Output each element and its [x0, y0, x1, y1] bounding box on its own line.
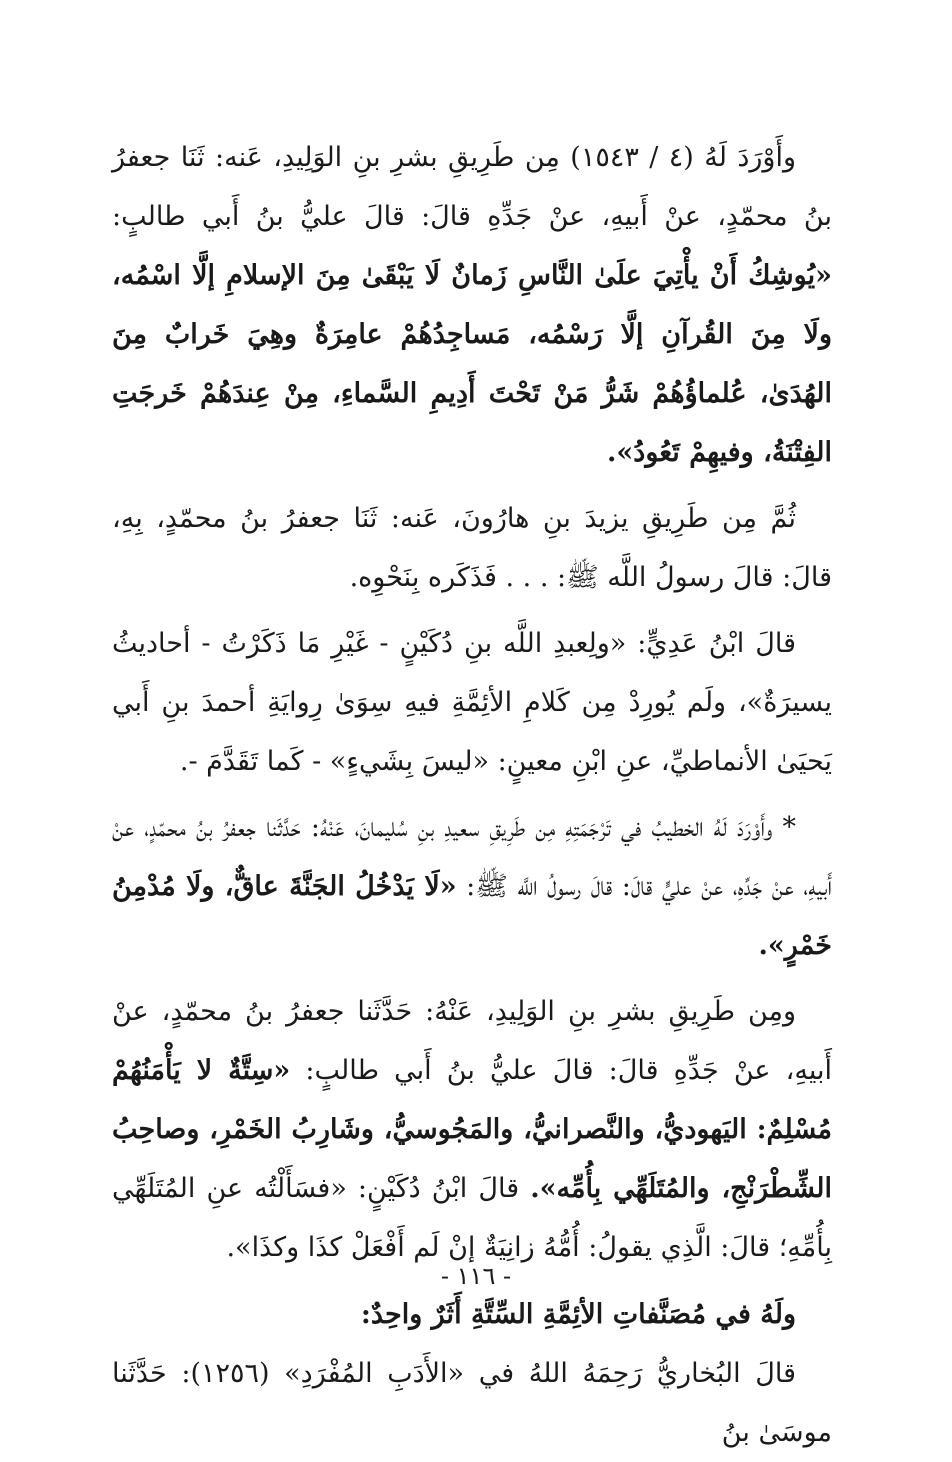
paragraph-3-text: قالَ ابْنُ عَدِيٍّ: «ولِعبدِ اللَّه بنِ دُكَيْنٍ - غَيْرِ مَا ذَكَرْتُ - أحاديثُ يسيرَةٌ»، ولَم يُورِدْ مِن كَلامِ الأئِمَّةِ فيهِ سِوَىٰ رِوايَةِ أحمدَ بنِ أَبي يَحيَىٰ الأنماطيِّ، عنِ ابْنِ معينٍ: «ليسَ بِشَيءٍ» - كَما تَقَدَّمَ -. — [112, 628, 832, 777]
paragraph-4-text: * وأَوْرَدَ لَهُ الخطيبُ في تَرْجَمَتِهِ مِن طَرِيقِ سعيدِ بنِ سُليمانَ، عَنْهُ: حَدَّثَنا جعفرُ بنُ محمّدٍ، عنْ أَبيهِ، عنْ جَدِّهِ، عنْ عليٍّ قالَ: قالَ رسولُ اللَّه ﷺ: — [112, 812, 833, 902]
paragraph-5-hadith: «سِتَّةٌ لا يَأْمَنُهُمْ مُسْلِمٌ: اليَهوديُّ، والنَّصرانيُّ، والمَجُوسيُّ، وشَارِبُ الخَمْرِ، وصاحِبُ الشِّطْرَنْجِ، والمُتَلَهِّي بِأُمِّه». — [112, 1055, 832, 1204]
paragraph-last: قالَ البُخاريُّ رَحِمَهُ اللهُ في «الأَدَبِ المُفْرَدِ» (١٢٥٦): حَدَّثَنا موسَىٰ بنُ — [112, 1358, 832, 1448]
paragraph-5 — [112, 982, 832, 1277]
paragraph-1-hadith: «يُوشِكُ أَنْ يأْتِيَ علَىٰ النَّاسِ زَمانٌ لَا يَبْقَىٰ مِنَ الإسلامِ إلَّا اسْمُه، ولَا مِنَ القُرآنِ إلَّا رَسْمُه، مَساجِدُهُمْ عامِرَةٌ وهِيَ خَرابٌ مِنَ الهُدَىٰ، عُلماؤُهُمْ شَرُّ مَنْ تَحْتَ أَدِيمِ السَّماءِ، مِنْ عِندَهُمْ خَرجَتِ الفِتْنَةُ، وفيهِمْ تَعُودُ». — [112, 260, 832, 468]
paragraph-1-text: وأَوْرَدَ لَهُ (٤ / ١٥٤٣) مِن طَرِيقِ بشرِ بنِ الوَلِيدِ، عَنه: ثَنَا جعفرُ بنُ محمّدٍ، عنْ أَبيهِ، عنْ جَدِّهِ قالَ: قالَ عليُّ بنُ أَبي طالبٍ: — [112, 142, 832, 232]
paragraph-3 — [112, 614, 832, 791]
paragraph-5-text: ومِن طَرِيقِ بشرِ بنِ الوَلِيدِ، عَنْهُ: حَدَّثَنا جعفرُ بنُ محمّدٍ، عنْ أَبيهِ، عنْ جَدِّهِ قالَ: قالَ عليُّ بنُ أَبي طالبٍ: — [112, 996, 833, 1086]
paragraph-1 — [112, 128, 832, 482]
paragraph-2-text: ثُمَّ مِن طَرِيقِ يزيدَ بنِ هارُونَ، عَنه: ثَنَا جعفرُ بنُ محمّدٍ، بِهِ، قالَ: قالَ رسولُ اللَّه ﷺ: . . . فَذَكَره بِنَحْوِه. — [112, 503, 832, 593]
paragraph-4-hadith: «لَا يَدْخُلُ الجَنَّةَ عاقٌّ، ولَا مُدْمِنُ خَمْرٍ». — [112, 871, 832, 961]
section-heading: ولَهُ في مُصَنَّفاتِ الأئِمَّةِ السِّتَّةِ أَثَرٌ واحِدٌ: — [360, 1299, 796, 1330]
paragraph-5-tail: قالَ ابْنُ دُكَيْنٍ: «فسَأَلْتُه عنِ المُتَلَهِّي بِأُمِّهِ؛ قالَ: الَّذِي يقولُ: أُمُّهُ زانِيَةٌ إنْ لَم أَفْعَلْ كذَا وكذَا». — [112, 1173, 832, 1263]
paragraph-2 — [112, 489, 832, 607]
page-number: - ١١٦ - — [440, 1262, 512, 1290]
paragraph-4 — [112, 798, 832, 975]
